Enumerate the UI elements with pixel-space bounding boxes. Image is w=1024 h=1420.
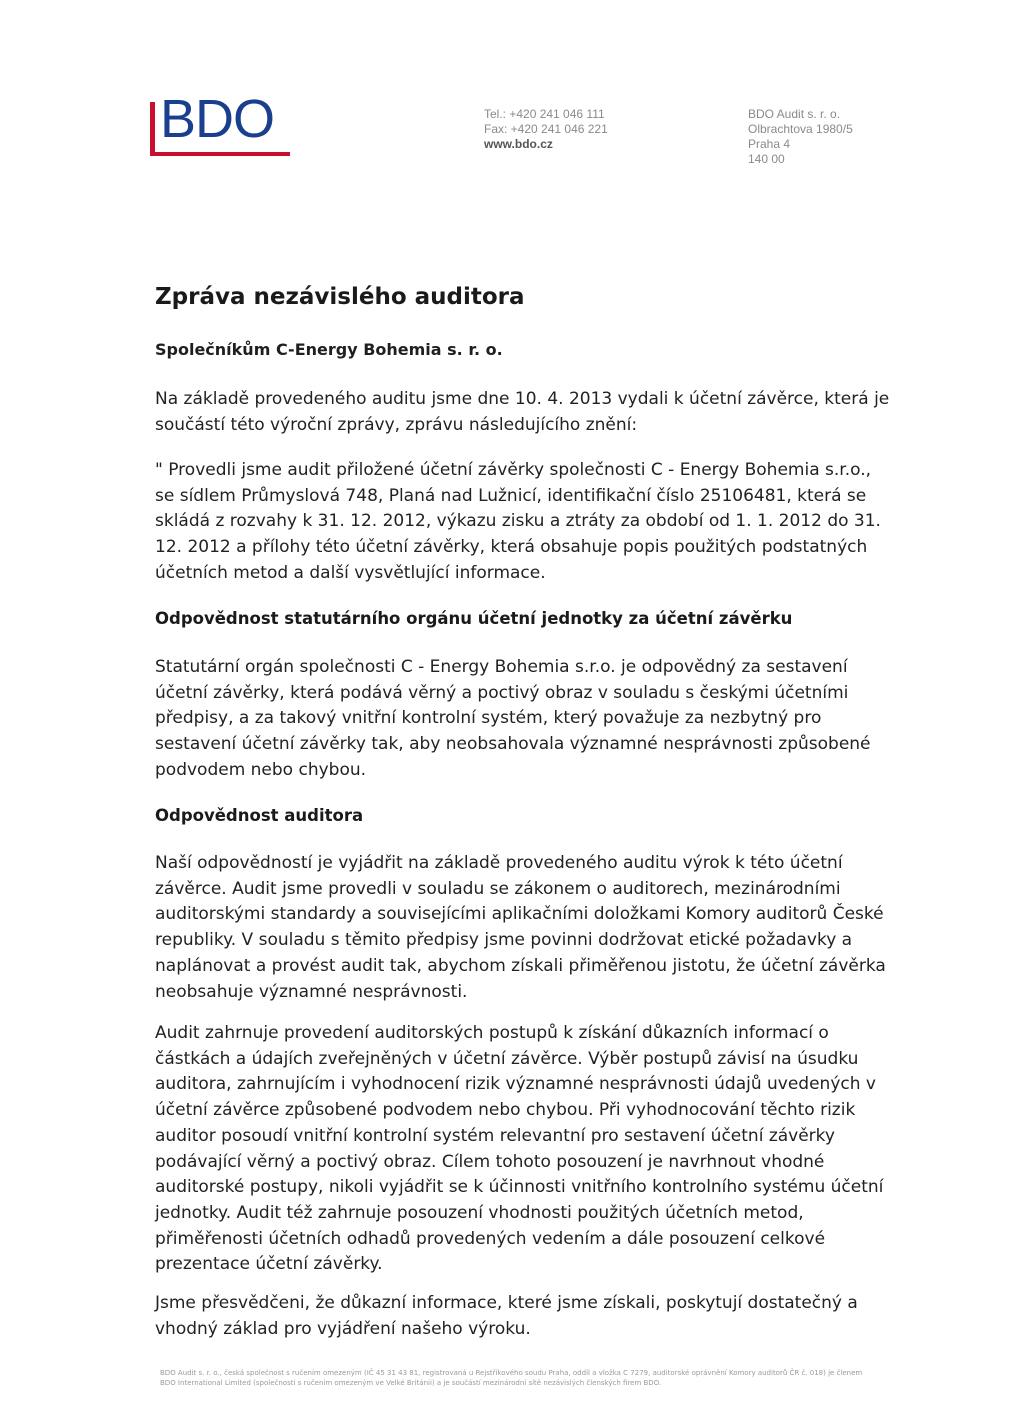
intro-paragraph: Na základě provedeného auditu jsme dne 10. 4. 2013 vydali k účetní závěrce, která je součástí této výroční zprávy, zprávu následujícího znění: (155, 389, 890, 435)
auditor-responsibility-paragraph-1: Naší odpovědností je vyjádřit na základě provedeného auditu výrok k této účetní závěrce. Audit jsme provedli v souladu se zákonem o auditorech, mezinárodními auditorskými standardy a souvisejícími aplikačními doložkami Komory auditorů České republiky. V souladu s těmito předpisy jsme povinni dodržovat etické požadavky a naplánovat a provést audit tak, abychom získali přiměřenou jistotu, že účetní závěrka neobsahuje významné nesprávnosti. (155, 853, 886, 1002)
address-block (748, 107, 853, 167)
city: Praha 4 (748, 137, 791, 151)
website-link[interactable]: www.bdo.cz (484, 137, 553, 151)
fax-number: Fax: +420 241 046 221 (484, 122, 608, 136)
addressee: Společníkům C-Energy Bohemia s. r. o. (155, 340, 503, 359)
street-address: Olbrachtova 1980/5 (748, 122, 853, 136)
logo-accent-vertical (150, 102, 155, 156)
bdo-logo (150, 89, 290, 160)
document-title: Zpráva nezávislého auditora (155, 284, 525, 310)
statutory-responsibility-heading: Odpovědnost statutárního orgánu účetní jednotky za účetní závěrku (155, 609, 793, 628)
company-name: BDO Audit s. r. o. (748, 107, 841, 121)
contact-block (484, 107, 608, 152)
postal-code: 140 00 (748, 152, 785, 166)
legal-footer: BDO Audit s. r. o., česká společnost s ručením omezeným (IČ 45 31 43 81, registrovaná u Rejstříkového soudu Praha, oddíl a vložka C 7279, auditorské oprávnění Komory auditorů ČR č. 018) je členem BDO International Limited (společnosti s ručením omezeným ve Velké Británii) a je součástí mezinárodní sítě nezávislých členských firem BDO. (160, 1369, 863, 1387)
logo-accent-underline (150, 152, 290, 156)
quoted-report-paragraph: " Provedli jsme audit přiložené účetní závěrky společnosti C - Energy Bohemia s.r.o., se sídlem Průmyslová 748, Planá nad Lužnicí, identifikační číslo 25106481, která se skládá z rozvahy k 31. 12. 2012, výkazu zisku a ztráty za období od 1. 1. 2012 do 31. 12. 2012 a přílohy této účetní závěrky, která obsahuje popis použitých podstatných účetních metod a další vysvětlující informace. (155, 460, 881, 583)
auditor-responsibility-paragraph-2: Audit zahrnuje provedení auditorských postupů k získání důkazních informací o částkách a údajích zveřejněných v účetní závěrce. Výběr postupů závisí na úsudku auditora, zahrnujícím i vyhodnocení rizik významné nesprávnosti údajů uvedených v účetní závěrce způsobené podvodem nebo chybou. Při vyhodnocování těchto rizik auditor posoudí vnitřní kontrolní systém relevantní pro sestavení účetní závěrky podávající věrný a poctivý obraz. Cílem tohoto posouzení je navrhnout vhodné auditorské postupy, nikoli vyjádřit se k účinnosti vnitřního kontrolního systému účetní jednotky. Audit též zahrnuje posouzení vhodnosti použitých účetních metod, přiměřenosti účetních odhadů provedených vedením a dále posouzení celkové prezentace účetní závěrky. (155, 1023, 884, 1275)
auditor-responsibility-heading: Odpovědnost auditora (155, 806, 364, 825)
logo-text: BDO (160, 89, 275, 149)
statutory-responsibility-paragraph: Statutární orgán společnosti C - Energy Bohemia s.r.o. je odpovědný za sestavení účetní závěrky, která podává věrný a poctivý obraz v souladu s českými účetními předpisy, a za takový vnitřní kontrolní systém, který považuje za nezbytný pro sestavení účetní závěrky tak, aby neobsahovala významné nesprávnosti způsobené podvodem nebo chybou. (155, 657, 871, 780)
phone-number: Tel.: +420 241 046 111 (484, 107, 605, 121)
auditor-responsibility-paragraph-3: Jsme přesvědčeni, že důkazní informace, které jsme získali, poskytují dostatečný a vhodný základ pro vyjádření našeho výroku. (155, 1293, 858, 1339)
